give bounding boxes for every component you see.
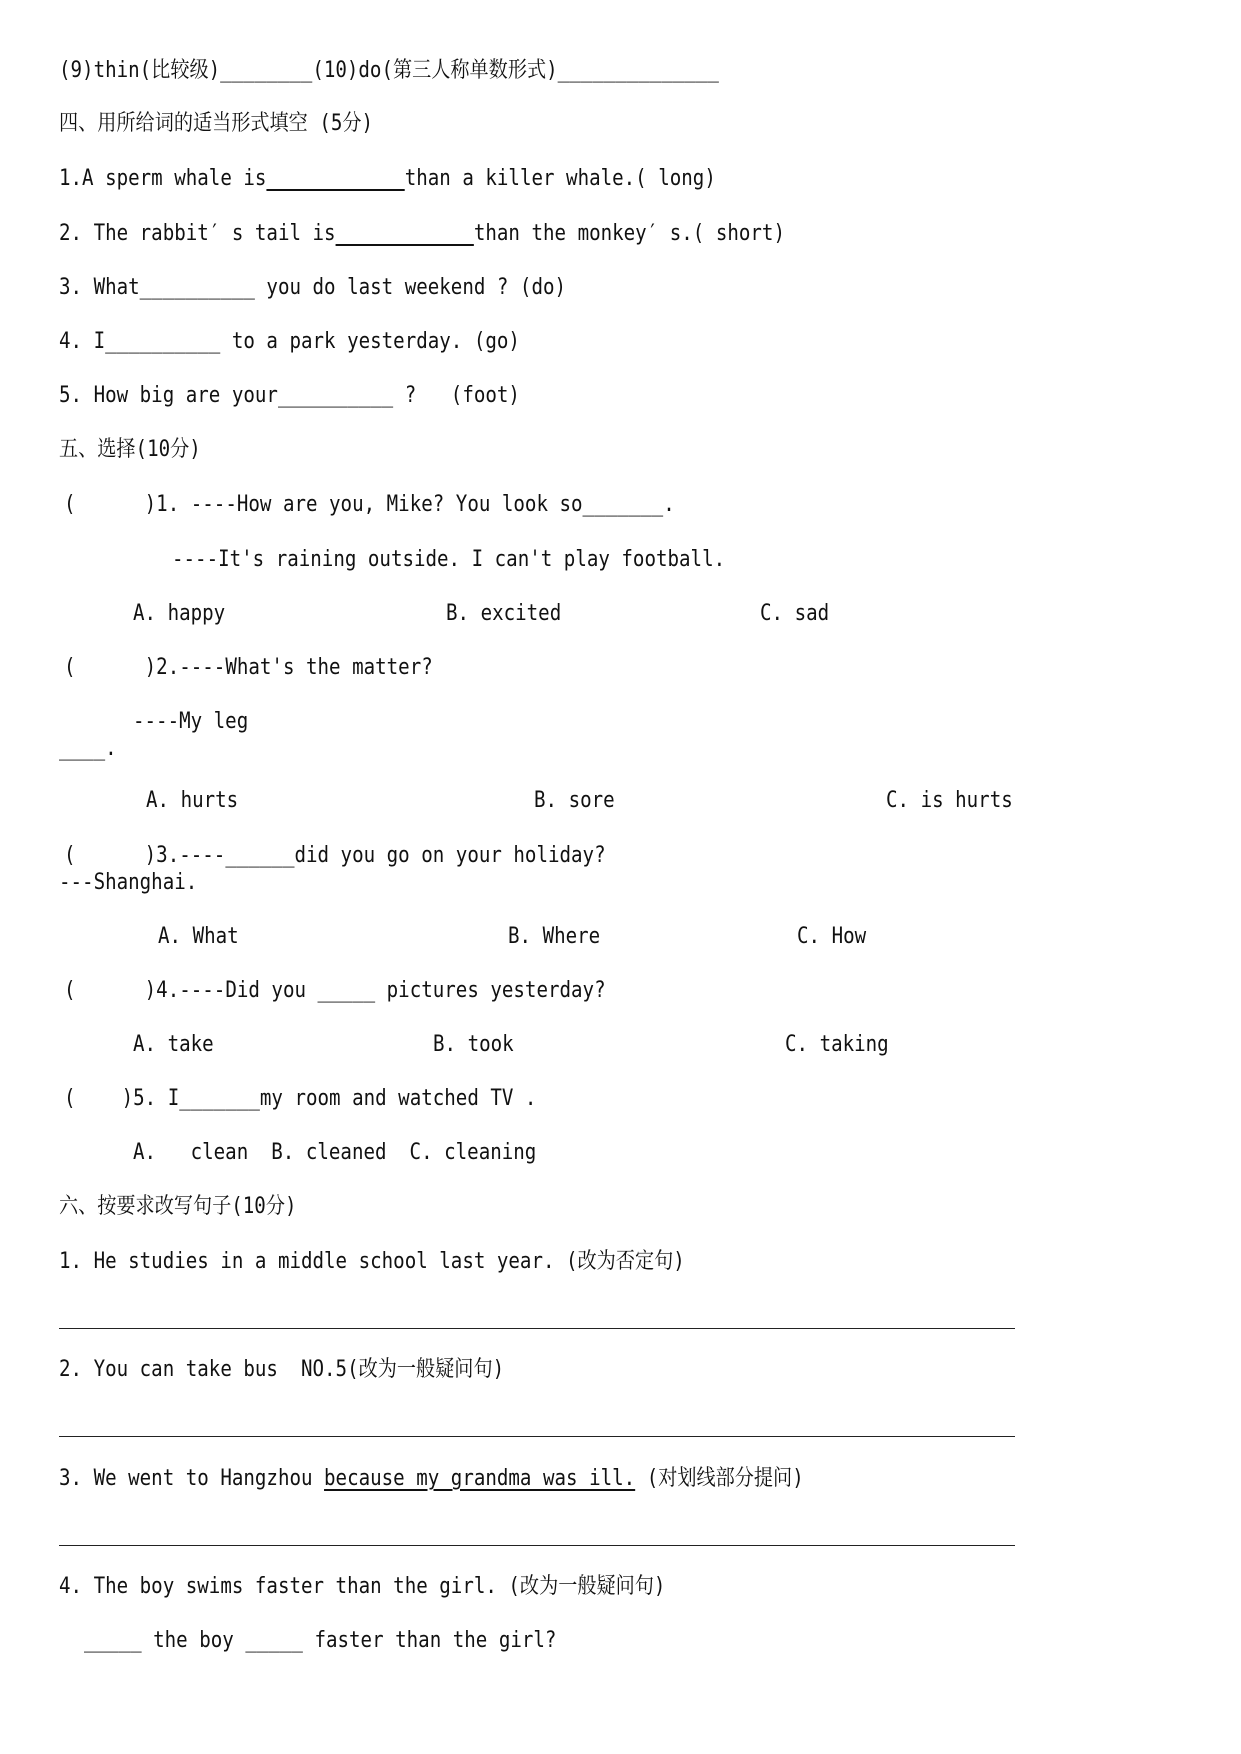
question-five-2-reply: ----My leg (133, 709, 249, 734)
answer-line-2 (59, 1436, 1015, 1437)
question-six-4: 4. The boy swims faster than the girl. (改为一般疑问句) (59, 1574, 666, 1599)
q4-1-part-b: than a killer whale.( long) (404, 166, 716, 191)
q6-3-part-b: (对划线部分提问) (635, 1466, 804, 1491)
question-six-2: 2. You can take bus NO.5(改为一般疑问句) (59, 1357, 505, 1382)
q5-2-option-c: C. is hurts (886, 788, 1013, 813)
question-six-1: 1. He studies in a middle school last year. (改为否定句) (59, 1249, 685, 1274)
q5-4-option-b: B. took (433, 1032, 514, 1057)
answer-line-1 (59, 1328, 1015, 1329)
q5-2-option-b: B. sore (534, 788, 615, 813)
question-four-4: 4. I__________ to a park yesterday. (go) (59, 329, 520, 354)
q5-1-option-a: A. happy (133, 601, 226, 626)
question-five-5: ( )5. I_______my room and watched TV . (64, 1086, 537, 1111)
fill-in-line-9-10: (9)thin(比较级)________(10)do(第三人称单数形式)______________ (59, 58, 719, 83)
q5-4-option-c: C. taking (785, 1032, 889, 1057)
q6-3-part-a: 3. We went to Hangzhou (59, 1466, 325, 1491)
q4-1-blank (266, 166, 404, 191)
section-four-heading: 四、用所给词的适当形式填空 (5分) (59, 111, 374, 136)
question-five-3: ( )3.----______did you go on your holiday? (64, 843, 606, 868)
q5-3-option-a: A. What (158, 924, 239, 949)
question-six-3 (59, 1466, 804, 1492)
question-five-1: ( )1. ----How are you, Mike? You look so_______. (64, 492, 675, 517)
question-four-3: 3. What__________ you do last weekend ? (do) (59, 275, 567, 300)
q5-1-option-b: B. excited (446, 601, 562, 626)
answer-line-3 (59, 1545, 1015, 1546)
q4-1-part-a: 1.A sperm whale is (59, 166, 267, 191)
question-four-2 (59, 221, 785, 247)
question-six-4-answer: _____ the boy _____ faster than the girl? (84, 1628, 557, 1653)
question-five-4: ( )4.----Did you _____ pictures yesterday? (64, 978, 606, 1003)
q5-2-option-a: A. hurts (146, 788, 239, 813)
question-five-1-reply: ----It's raining outside. I can't play football. (172, 547, 726, 572)
question-four-1 (59, 166, 716, 192)
q5-1-option-c: C. sad (760, 601, 830, 626)
question-five-2: ( )2.----What's the matter? (64, 655, 433, 680)
question-five-3-reply: ---Shanghai. (59, 870, 198, 895)
q4-2-blank (336, 221, 474, 246)
q5-3-option-c: C. How (797, 924, 867, 949)
question-four-5: 5. How big are your__________ ? (foot) (59, 383, 520, 408)
question-five-2-blank: ____. (59, 736, 117, 761)
q6-3-underlined-part: because my grandma was ill. (324, 1466, 636, 1491)
q4-2-part-b: than the monkey′ s.( short) (473, 221, 785, 246)
q5-4-option-a: A. take (133, 1032, 214, 1057)
section-five-heading: 五、选择(10分) (59, 437, 201, 462)
q5-5-options: A. clean B. cleaned C. cleaning (133, 1140, 537, 1165)
section-six-heading: 六、按要求改写句子(10分) (59, 1194, 297, 1219)
q4-2-part-a: 2. The rabbit′ s tail is (59, 221, 336, 246)
q5-3-option-b: B. Where (508, 924, 601, 949)
